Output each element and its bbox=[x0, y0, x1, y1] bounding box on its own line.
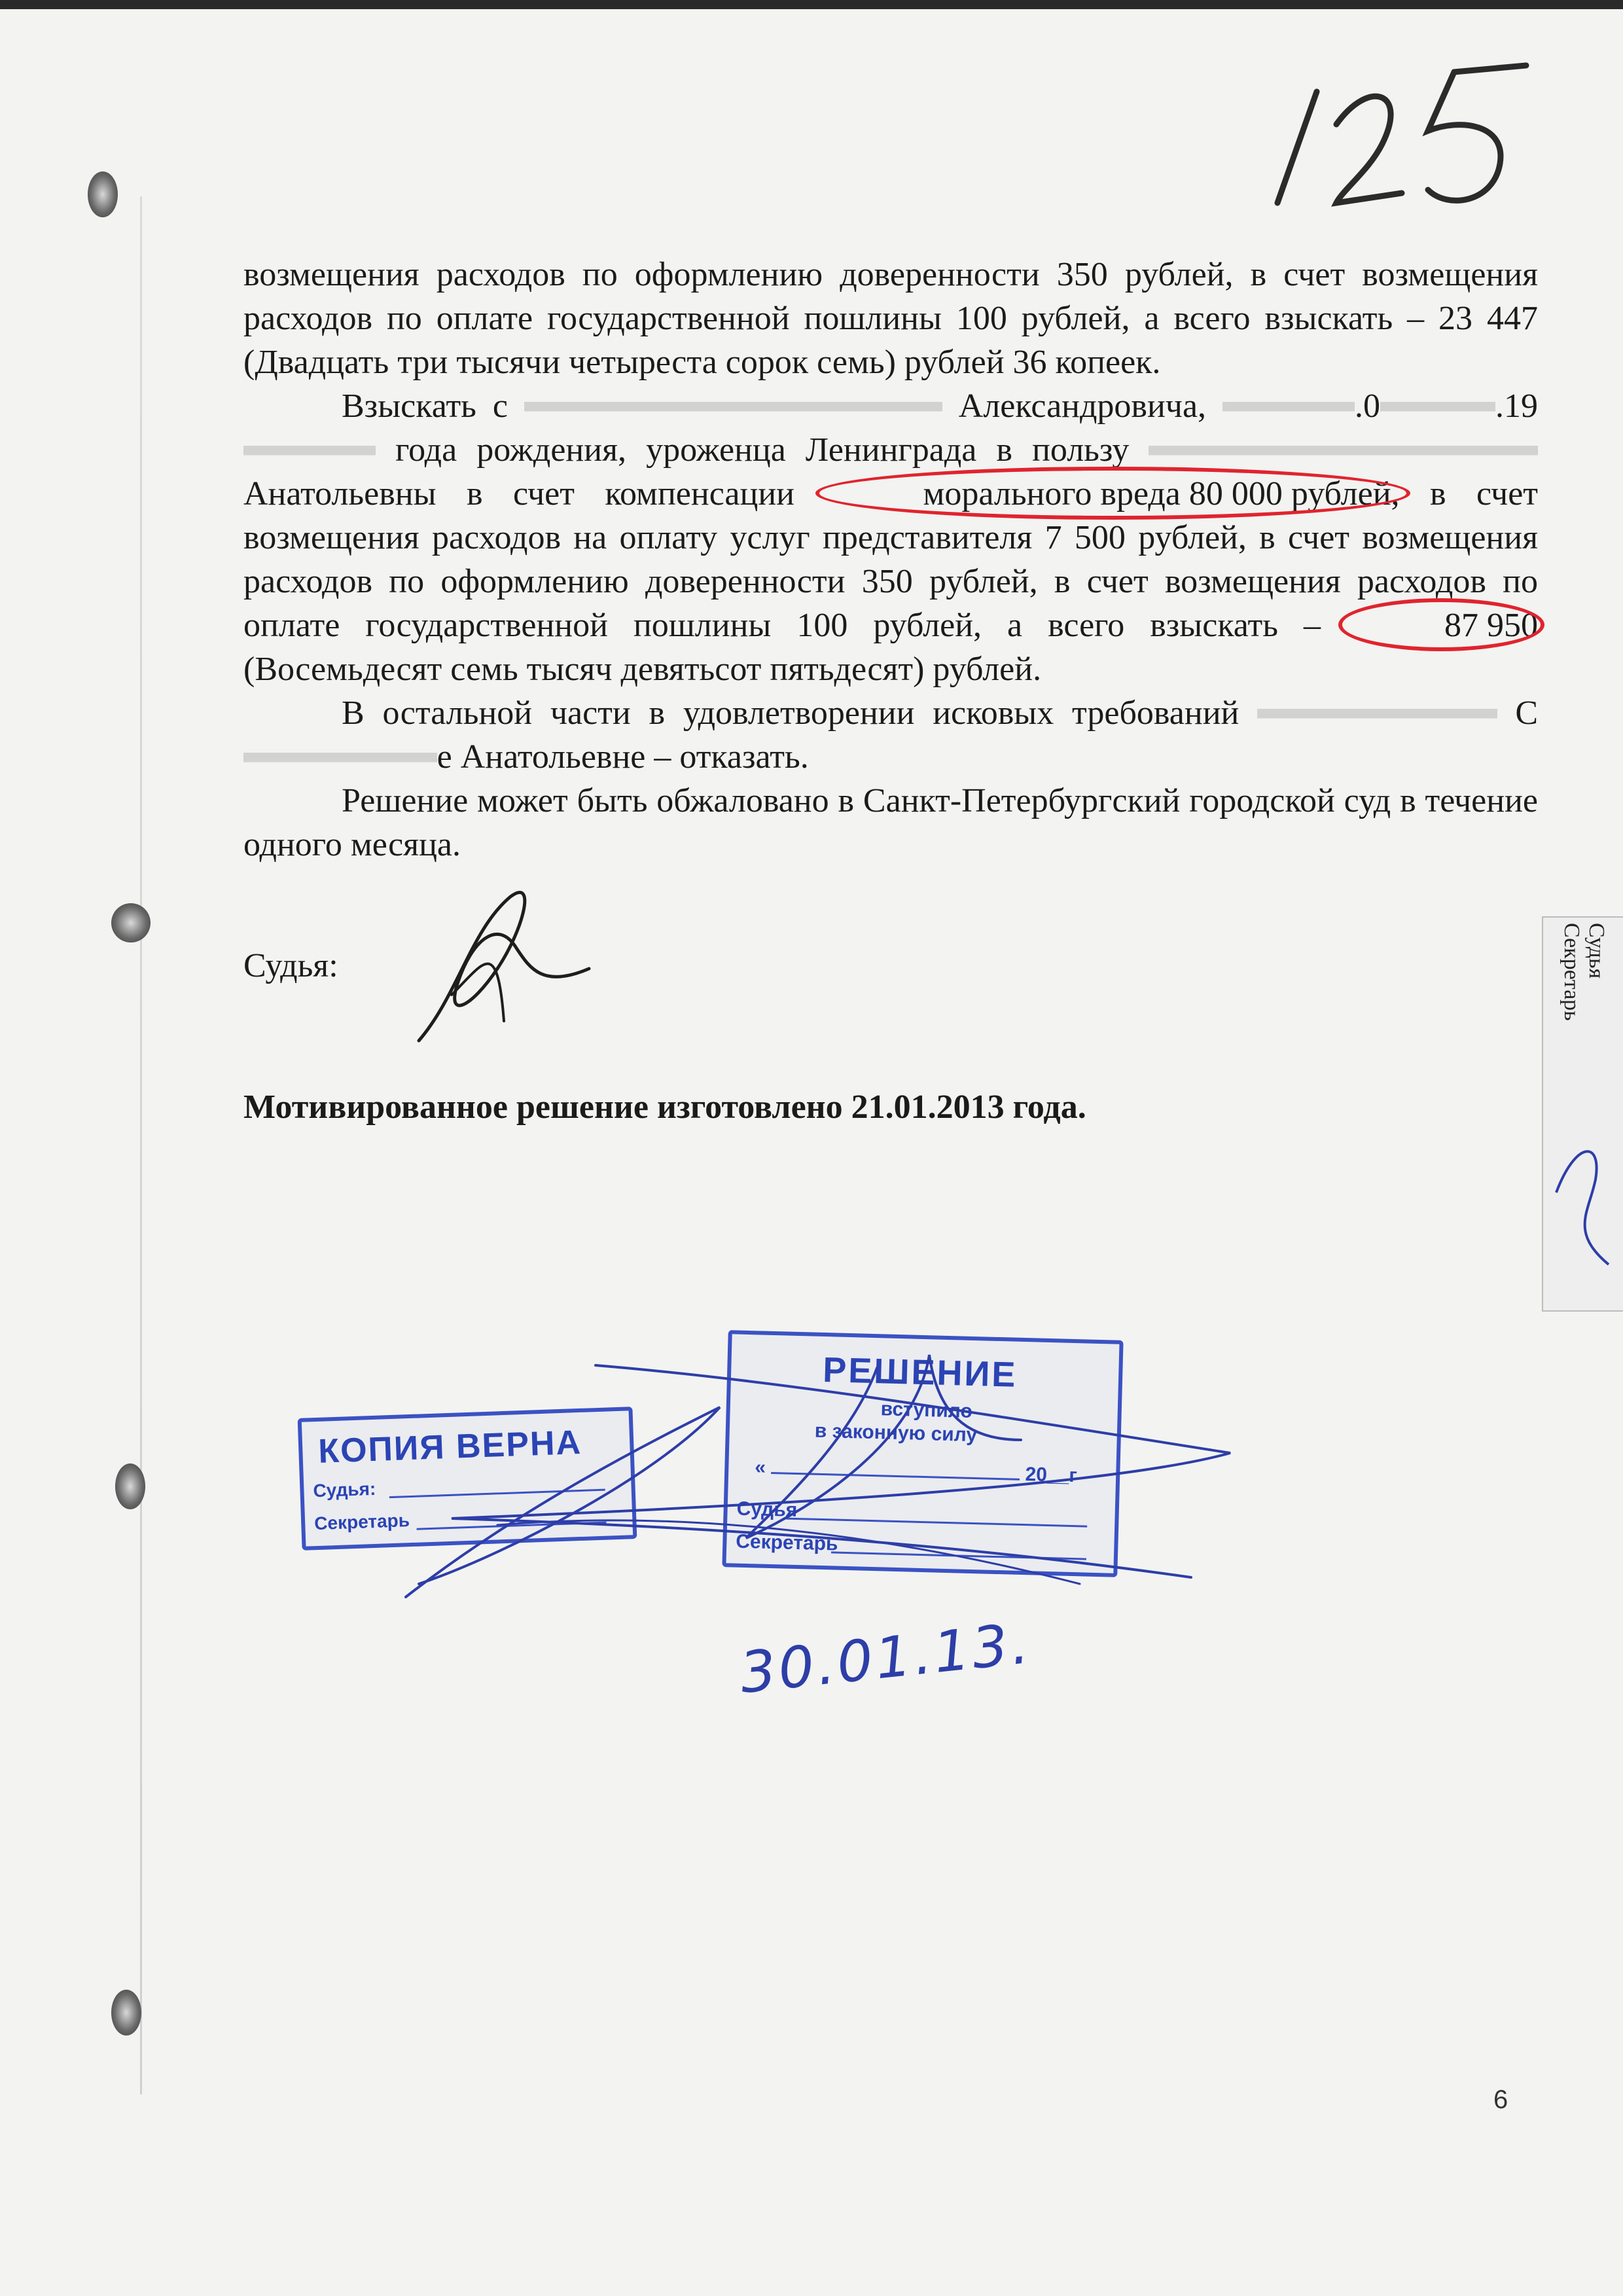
stamp-decision-title: РЕШЕНИЕ bbox=[822, 1350, 1018, 1395]
stamp-decision-line1: вступило bbox=[880, 1398, 973, 1422]
redacted-name bbox=[1257, 691, 1497, 735]
scan-top-edge bbox=[0, 0, 1623, 9]
stamp-copy-judge: Судья: bbox=[312, 1478, 376, 1501]
redacted-name bbox=[243, 735, 437, 779]
judge-label: Судья: bbox=[243, 947, 338, 984]
paragraph-expenses: возмещения расходов по оформлению доверенности 350 рублей, в счет возмещения расходов по оплате государственной пошлины 100 рублей, а всего взыскать – 23 447 (Двадцать три тысячи четыреста сорок семь) рублей 36 копеек. bbox=[243, 256, 1538, 381]
highlight-moral-damage: морального вреда 80 000 рублей, bbox=[825, 472, 1399, 516]
decision-text bbox=[243, 253, 1538, 867]
stamp-decision-date: « 20__г bbox=[754, 1456, 1078, 1487]
redacted-name bbox=[524, 384, 942, 428]
copy-certified-stamp bbox=[298, 1407, 637, 1551]
stamp-copy-title: КОПИЯ ВЕРНА bbox=[317, 1423, 582, 1471]
stamp-decision-judge-line bbox=[786, 1518, 1087, 1528]
handwritten-date: 30.01.13. bbox=[736, 1610, 1035, 1707]
redacted-date bbox=[243, 428, 376, 472]
decision-in-force-stamp bbox=[722, 1330, 1123, 1577]
stamp-decision-judge: Судья bbox=[736, 1498, 798, 1522]
paragraph-appeal: Решение может быть обжаловано в Санкт-Петербургский городской суд в течение одного месяца. bbox=[243, 782, 1538, 863]
motivated-decision-note: Мотивированное решение изготовлено 21.01.2013 года. bbox=[243, 1088, 1086, 1126]
page-number: 6 bbox=[1493, 2085, 1508, 2114]
stamp-date-blank bbox=[771, 1472, 1020, 1480]
binding-fold-line bbox=[140, 196, 142, 2094]
binding-hole-icon bbox=[111, 903, 151, 942]
margin-stamp-fragment bbox=[1542, 916, 1623, 1312]
folio-number-handwritten bbox=[1238, 52, 1552, 249]
redacted-date bbox=[1380, 384, 1495, 428]
highlight-total-sum: 87 950 bbox=[1346, 603, 1538, 647]
stamp-decision-secretary: Секретарь bbox=[735, 1530, 838, 1555]
paragraph-rejection: В остальной части в удовлетворении исковых требований Се Анатольевне – отказать. bbox=[243, 691, 1538, 779]
margin-secretary-label: Секретарь bbox=[1560, 923, 1584, 1021]
binding-hole-icon bbox=[115, 1463, 145, 1509]
margin-judge-label: Судья bbox=[1584, 923, 1609, 979]
binding-hole-icon bbox=[88, 171, 118, 217]
binding-hole-icon bbox=[111, 1990, 141, 2036]
margin-signature bbox=[1543, 1114, 1623, 1284]
paragraph-recovery: Взыскать с Александровича, .0 .19 года рождения, уроженца Ленинграда в пользу Анатольевны в счет компенсации морального вреда 80 000 рублей, в счет возмещения расходов на оплату услуг представителя 7 500 рублей, в счет возмещения расходов по оформлению доверенности 350 рублей, в счет возмещения расходов по оплате государственной пошлины 100 рублей, а всего взыскать – 87 950 (Восемьдесят семь тысяч девятьсот пятьдесят) рублей. bbox=[243, 384, 1538, 691]
redacted-name bbox=[1149, 428, 1538, 472]
stamp-decision-line2: в законную силу bbox=[814, 1420, 978, 1446]
redacted-date bbox=[1222, 384, 1355, 428]
stamp-decision-secretary-line bbox=[831, 1551, 1086, 1560]
stamp-copy-secretary: Секретарь bbox=[313, 1510, 410, 1534]
stamp-copy-secretary-line bbox=[417, 1522, 607, 1530]
stamp-copy-judge-line bbox=[389, 1489, 605, 1499]
